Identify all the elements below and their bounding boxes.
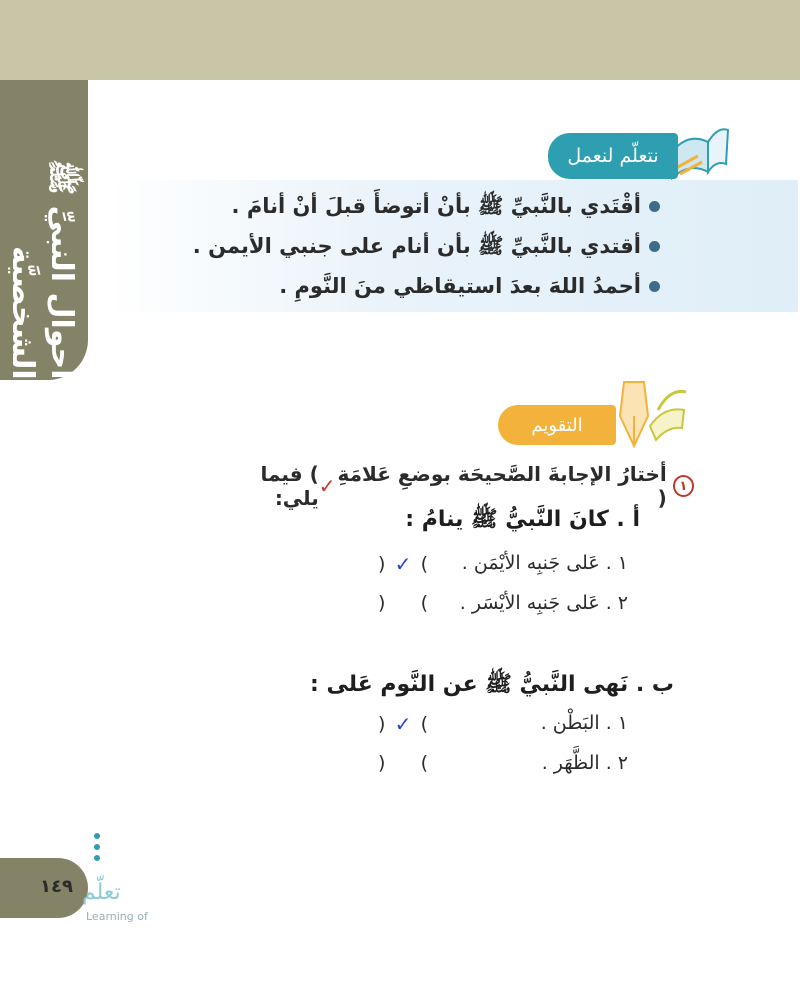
- question-instruction: ١ أختارُ الإجابةَ الصَّحيحَة بوضعِ عَلامَةِ ( ✓ ) فيما يلي:: [214, 462, 694, 510]
- learn-list: [100, 186, 660, 306]
- learn-item: أقتدي بالنَّبيِّ ﷺ بأن أنام على جنبي الأيمن .: [100, 226, 660, 266]
- part-b-heading: ب . نَهى النَّبيُّ ﷺ عن النَّوم عَلى :: [310, 672, 674, 697]
- learn-item: أقْتَدي بالنَّبيِّ ﷺ بأنْ أتوضأَ قبلَ أنْ أنامَ .: [100, 186, 660, 226]
- learn-item: أحمدُ اللهَ بعدَ استيقاظي منَ النَّومِ .: [100, 266, 660, 306]
- bullet-icon: [649, 241, 660, 252]
- bullet-icon: [649, 201, 660, 212]
- publisher-logo: تعلّم: [82, 880, 121, 905]
- option-b1: ١ . البَطْن .: [540, 712, 628, 734]
- unit-title: أحوال النبيِّ ﷺ الشخصيَّة: [5, 159, 79, 380]
- publisher-logo-sub: Learning of: [86, 910, 148, 923]
- answer-box-a2[interactable]: ) (: [378, 592, 428, 614]
- dots-decoration: [92, 832, 102, 862]
- option-b2: ٢ . الظَّهَر .: [541, 752, 628, 774]
- option-a2: ٢ . عَلى جَنبِه الأيْسَر .: [459, 592, 628, 614]
- answer-box-a1[interactable]: ) ✓ (: [378, 552, 428, 576]
- answer-box-b1[interactable]: ) ✓ (: [378, 712, 428, 736]
- part-a-heading: أ . كانَ النَّبيُّ ﷺ ينامُ :: [405, 507, 640, 532]
- bullet-icon: [649, 281, 660, 292]
- tick-mark: ✓: [394, 552, 412, 576]
- evaluation-tag: التقويم: [498, 405, 616, 445]
- page-number: ١٤٩: [40, 876, 73, 897]
- answer-box-b2[interactable]: ) (: [378, 752, 428, 774]
- learn-tag: نتعلّم لنعمل: [548, 133, 678, 179]
- tick-mark: ✓: [394, 712, 412, 736]
- question-number: ١: [673, 475, 694, 497]
- top-banner: [0, 0, 800, 80]
- option-a1: ١ . عَلى جَنبِه الأيْمَن .: [461, 552, 628, 574]
- check-mark-icon: ✓: [318, 474, 336, 498]
